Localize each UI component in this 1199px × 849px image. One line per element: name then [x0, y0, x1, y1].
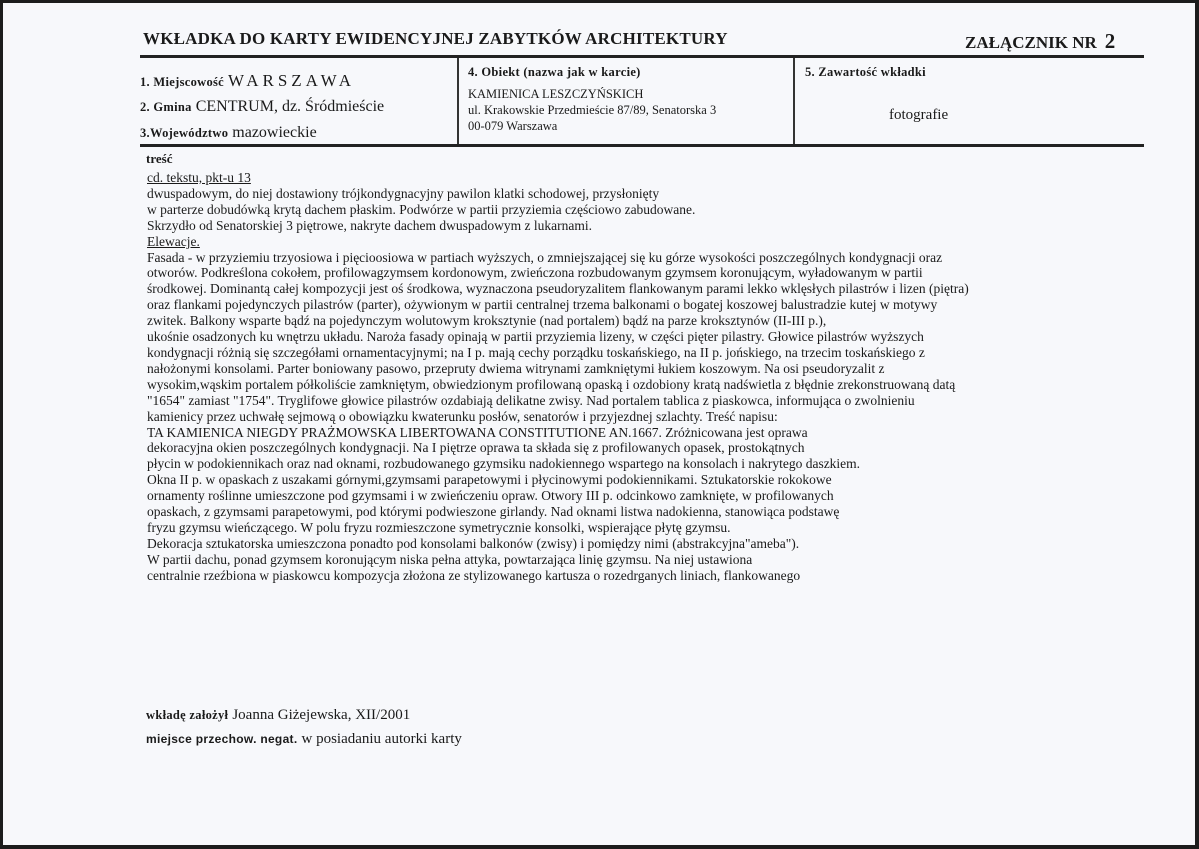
wojewodztwo-value: mazowieckie [232, 124, 317, 141]
body-line: kondygnacji różnią się szczegółami ornamentacyjnymi; na I p. mają cechy porządku toskańskiego, na II p. jońskiego, na trzecim toskańskiego z [147, 344, 925, 360]
body-line: nałożonymi konsolami. Parter boniowany pasowo, przepruty dwiema witrynami zamkniętymi łukiem koszowym. Na osi pseudoryzalit z [147, 360, 885, 376]
object-label: 4. Obiekt (nazwa jak w karcie) [468, 65, 641, 79]
object-address: ul. Krakowskie Przedmieście 87/89, Senatorska 3 [468, 103, 717, 117]
document-page [3, 3, 1195, 845]
box-divider-1 [457, 58, 459, 144]
header-rule-top [140, 55, 1144, 58]
body-line: otworów. Podkreślona cokołem, profilowagzymsem kordonowym, zwieńczona rozbudowanym gzymsem koronującym, wyładowanym w partii [147, 265, 923, 281]
body-line: w parterze dobudówką krytą dachem płaskim. Podwórze w partii przyziemia częściowo zabudowane. [147, 201, 696, 217]
body-line: Dekoracja sztukatorska umieszczona ponadto pod konsolami balkonów (zwisy) i pomiędzy nimi (abstrakcyjna"ameba"). [147, 535, 800, 551]
body-line: kamienicy przez uchwałę sejmową o obowiązku kwaterunku posłów, senatorów i przyjezdnej szlachty. Treść napisu: [147, 408, 778, 424]
body-line: centralnie rzeźbiona w piaskowcu kompozycja złożona ze stylizowanego kartusza o rozedrganych liniach, flankowanego [147, 567, 801, 583]
gmina-label: 2. Gmina [140, 100, 192, 114]
body-line: Okna II p. w opaskach z uszakami górnymi,gzymsami parapetowymi i płycinowymi podokiennikami. Sztukatorskie rokokowe [147, 472, 832, 488]
body-line: dwuspadowym, do niej dostawiony trójkondygnacyjny pawilon klatki schodowej, przysłonięty [147, 185, 660, 201]
box-divider-2 [793, 58, 795, 144]
object-name: KAMIENICA LESZCZYŃSKICH [468, 87, 644, 101]
author-value: Joanna Giżejewska, XII/2001 [232, 707, 411, 723]
miejscowosc-value: WARSZAWA [228, 71, 356, 90]
body-line: Skrzydło od Senatorskiej 3 piętrowe, nakryte dachem dwuspadowym z lukarnami. [147, 217, 593, 233]
section-heading: cd. tekstu, pkt-u 13 [147, 170, 251, 185]
contents-box [805, 63, 1144, 123]
body-line: "1654" zamiast "1754". Tryglifowe głowice pilastrów ozdabiają delikatne zwisy. Nad portalem tablica z piaskowca, informująca o zwolnieniu [147, 392, 915, 408]
body-text [147, 170, 1197, 584]
document-title: WKŁADKA DO KARTY EWIDENCYJNEJ ZABYTKÓW ARCHITEKTURY [143, 29, 728, 48]
body-line: płycin w podokiennikach oraz nad oknami, rozbudowanego gzymsiku nadokiennego wspartego na konsolach i nakrytego daszkiem. [147, 456, 861, 472]
body-line: opaskach, z gzymsami parapetowymi, pod którymi podwieszone girlandy. Nad oknami listwa nadokienna, stanowiąca podstawę [147, 504, 840, 520]
wojewodztwo-row [140, 124, 317, 142]
storage-row [146, 730, 462, 748]
wojewodztwo-label: 3.Województwo [140, 126, 229, 140]
storage-value: w posiadaniu autorki karty [301, 731, 462, 747]
object-box [468, 63, 788, 134]
author-row [146, 706, 410, 724]
storage-label: miejsce przechow. negat. [146, 732, 298, 746]
body-line: środkowej. Dominantą całej kompozycji jest oś środkowa, wyznaczona pseudoryzalitem flankowanym parami lekko wklęsłych pilastrów i lizen (piętra) [147, 281, 969, 297]
body-line: Fasada - w przyziemiu trzyosiowa i pięcioosiowa w partiach wyższych, o zmniejszającej się ku górze wysokości poszczególnych kondygnacji oraz [147, 249, 943, 265]
body-line: wysokim,wąskim portalem półkoliście zamkniętym, obwiedzionym profilowaną opaską i ozdobiony kratą nadświetla z błędnie zrekonstruowaną datą [147, 376, 956, 392]
contents-value: fotografie [889, 107, 949, 123]
body-line: zwitek. Balkony wsparte bądź na pojedynczym wolutowym kroksztynie (nad portalem) bądź na parze kroksztynów (II-III p.), [147, 313, 827, 329]
body-line: dekoracyjna okien poszczególnych kondygnacji. Na I piętrze oprawa ta składa się z profilowanych opasek, prostokątnych [147, 440, 805, 456]
header-rule-bottom [140, 144, 1144, 147]
miejscowosc-label: 1. Miejscowość [140, 75, 225, 89]
miejscowosc-row [140, 71, 355, 91]
annex-label [965, 29, 1115, 54]
body-line: fryzu gzymsu wieńczącego. W polu fryzu rozmieszczone symetrycznie konsolki, wspierające płytę gzymsu. [147, 519, 731, 535]
annex-label-text: ZAŁĄCZNIK NR [965, 33, 1097, 52]
object-postal: 00-079 Warszawa [468, 119, 558, 133]
author-label: wkładę założył [146, 708, 229, 722]
body-line: TA KAMIENICA NIEGDY PRAŻMOWSKA LIBERTOWANA CONSTITUTIONE AN.1667. Zróżnicowana jest oprawa [147, 424, 808, 440]
body-line: ornamenty roślinne umieszczone pod gzymsami i w zwieńczeniu opraw. Otwory III p. odcinkowo zamknięte, w profilowanych [147, 488, 834, 504]
annex-number: 2 [1104, 29, 1116, 53]
gmina-value: CENTRUM, dz. Śródmieście [195, 98, 385, 115]
contents-label: 5. Zawartość wkładki [805, 65, 926, 79]
section-heading: Elewacje. [147, 233, 200, 249]
body-line: ukośnie osadzonych ku wnętrzu układu. Naroża fasady opinają w partii przyziemia lizeny, w części pięter pilastry. Głowice pilastrów wyższych [147, 329, 924, 345]
gmina-row [140, 98, 384, 116]
body-line: W partii dachu, ponad gzymsem koronującym niska pełna attyka, powtarzająca linię gzymsu. Na niej ustawiona [147, 551, 753, 567]
body-label: treść [146, 151, 173, 166]
body-line: oraz flankami pojedynczych pilastrów (parter), ożywionym w partii centralnej trzema balkonami o bogatej koszowej balustradzie kutej w motywy [147, 297, 938, 313]
